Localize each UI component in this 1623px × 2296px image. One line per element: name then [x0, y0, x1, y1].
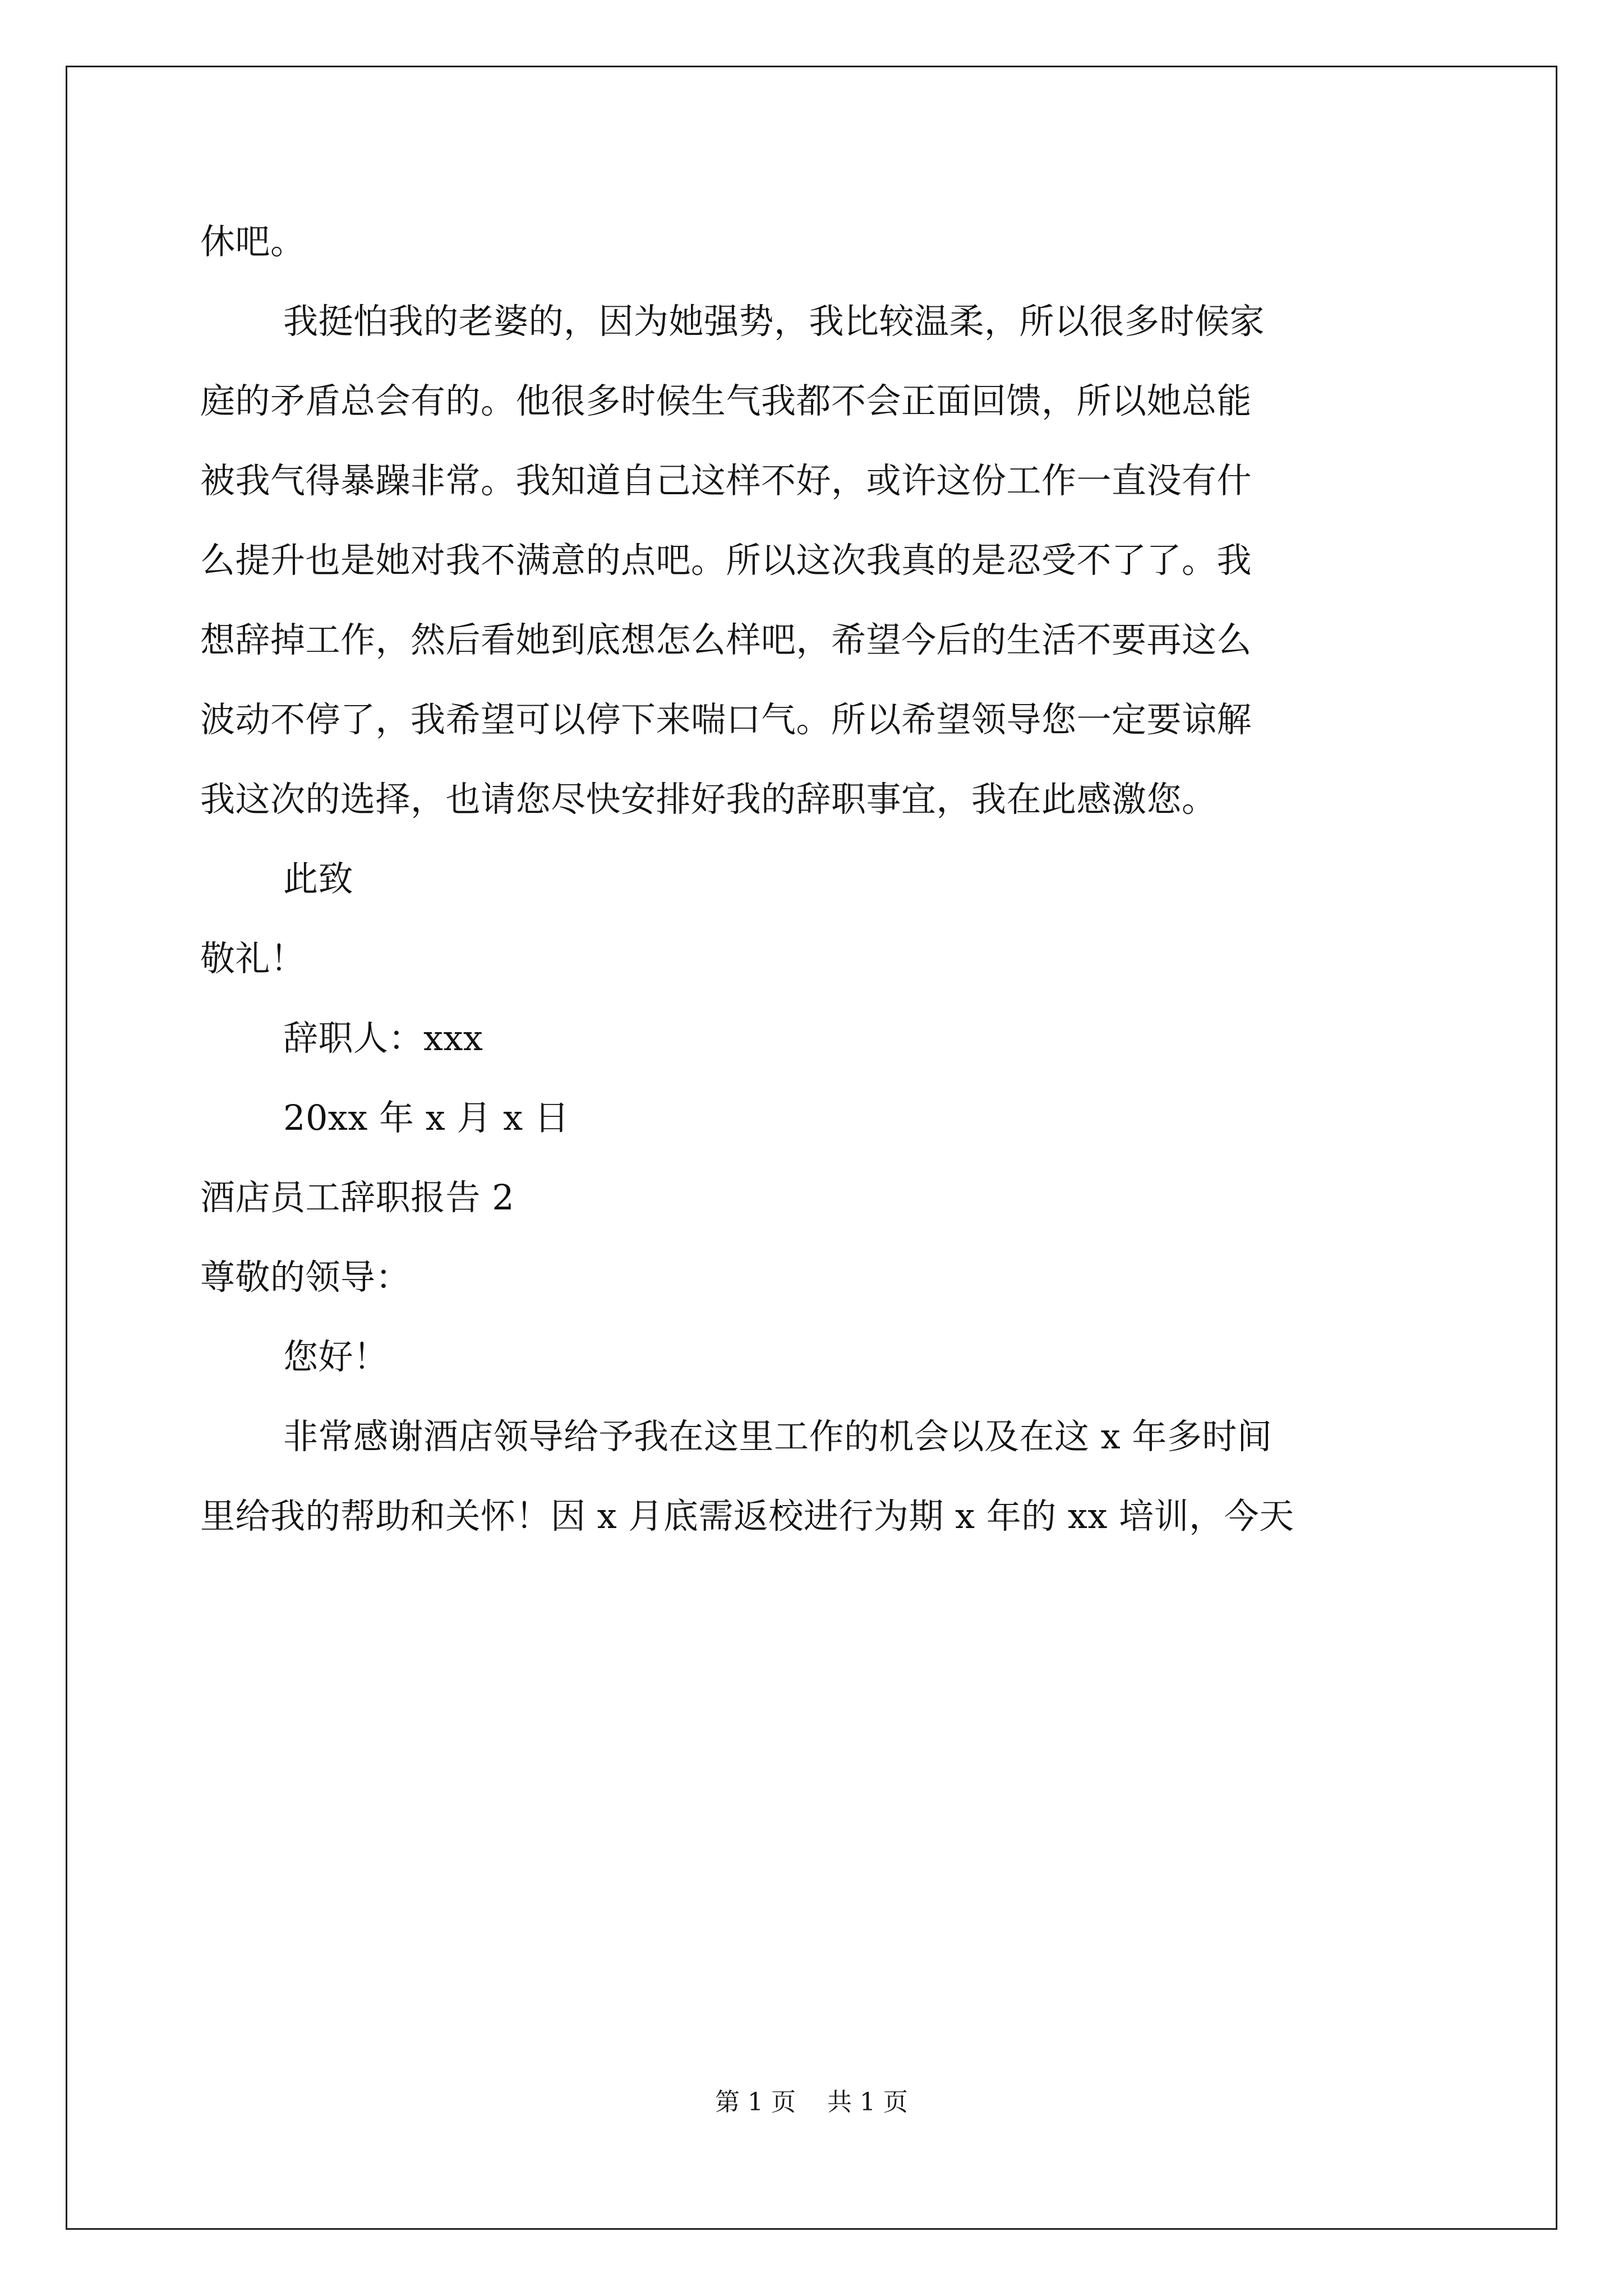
greeting-addressee: 尊敬的领导：	[200, 1257, 411, 1297]
section-title: 酒店员工辞职报告 2	[200, 1177, 515, 1218]
paragraph-line: 想辞掉工作，然后看她到底想怎么样吧，希望今后的生活不要再这么	[200, 619, 1252, 660]
paragraph-line: 么提升也是她对我不满意的点吧。所以这次我真的是忍受不了了。我	[200, 540, 1252, 581]
paragraph-line: 我这次的选择，也请您尽快安排好我的辞职事宜，我在此感激您。	[200, 779, 1217, 820]
paragraph-line: 庭的矛盾总会有的。他很多时候生气我都不会正面回馈，所以她总能	[200, 380, 1252, 421]
closing-salutation: 此致	[283, 858, 354, 899]
paragraph-line: 里给我的帮助和关怀！因 x 月底需返校进行为期 x 年的 xx 培训，今天	[200, 1496, 1294, 1536]
paragraph-line: 被我气得暴躁非常。我知道自己这样不好，或许这份工作一直没有什	[200, 460, 1252, 501]
page-number-footer: 第 1 页 共 1 页	[715, 2088, 908, 2116]
paragraph-line: 非常感谢酒店领导给予我在这里工作的机会以及在这 x 年多时间	[283, 1416, 1272, 1457]
signature-line: 辞职人：xxx	[283, 1018, 483, 1059]
paragraph-line: 我挺怕我的老婆的，因为她强势，我比较温柔，所以很多时候家	[283, 301, 1265, 342]
closing-respect: 敬礼！	[200, 938, 306, 979]
greeting: 您好！	[283, 1336, 389, 1377]
paragraph-line: 波动不停了，我希望可以停下来喘口气。所以希望领导您一定要谅解	[200, 699, 1252, 740]
date-line: 20xx 年 x 月 x 日	[283, 1097, 570, 1138]
document-body	[200, 222, 1428, 1576]
paragraph-continuation: 休吧。	[200, 221, 306, 262]
